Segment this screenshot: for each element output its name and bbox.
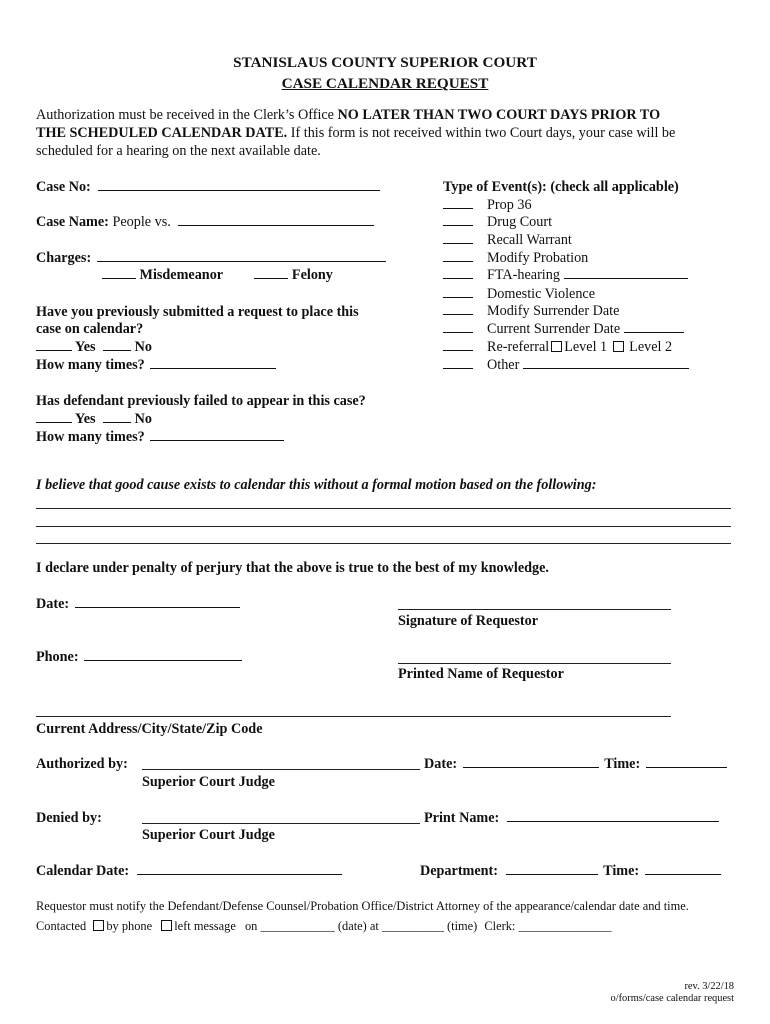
phone-field[interactable]: [84, 648, 242, 661]
level-2-checkbox[interactable]: [613, 341, 624, 352]
auth-time-label: Time:: [604, 756, 641, 772]
q2-yes-label: Yes: [75, 411, 96, 427]
event-label: Domestic Violence: [487, 286, 596, 302]
surrender-date-field[interactable]: [624, 320, 684, 333]
event-item: [443, 196, 532, 214]
q1-no-check[interactable]: [103, 338, 131, 351]
address-line[interactable]: [36, 716, 671, 717]
case-name-label: Case Name:: [36, 214, 109, 230]
charges-row: [36, 249, 386, 267]
q1-times-row: [36, 356, 276, 374]
auth-judge-label: Superior Court Judge: [142, 774, 275, 790]
good-cause-line-1[interactable]: [36, 508, 731, 509]
case-no-label: Case No:: [36, 179, 91, 195]
department-row: [420, 862, 721, 880]
misdemeanor-check[interactable]: [102, 266, 136, 279]
event-label: Current Surrender Date: [487, 321, 621, 337]
event-label: Drug Court: [487, 214, 553, 230]
authorized-by-line[interactable]: [142, 769, 420, 770]
auth-time-field[interactable]: [646, 755, 727, 768]
case-no-row: [36, 178, 380, 196]
print-name-label: Print Name:: [424, 810, 500, 826]
left-message-label: left message: [174, 919, 236, 933]
event-label: Modify Probation: [487, 250, 589, 266]
form-path-text: o/forms/case calendar request: [610, 993, 734, 1004]
q1-line-2: case on calendar?: [36, 321, 144, 337]
calendar-time-field[interactable]: [645, 862, 721, 875]
intro-line-1: Authorization must be received in the Clerk’s Office NO LATER THAN TWO COURT DAYS PRIOR TO: [36, 107, 661, 123]
date-at-label: (date) at: [337, 919, 379, 933]
address-label: Current Address/City/State/Zip Code: [36, 721, 263, 737]
event-check[interactable]: [443, 213, 473, 226]
event-item: [443, 249, 588, 267]
event-check[interactable]: [443, 302, 473, 315]
calendar-date-field[interactable]: [137, 862, 342, 875]
form-title: CASE CALENDAR REQUEST: [281, 75, 489, 92]
calendar-date-label: Calendar Date:: [36, 863, 130, 879]
q2-no-label: No: [134, 411, 152, 427]
event-item: [443, 266, 688, 284]
q2-times-field[interactable]: [150, 428, 284, 441]
contact-date-field[interactable]: ____________: [260, 919, 335, 933]
requestor-date-field[interactable]: [75, 595, 240, 608]
requestor-date-label: Date:: [36, 596, 70, 612]
event-check[interactable]: [443, 266, 473, 279]
clerk-label: Clerk:: [484, 919, 516, 933]
on-label: on: [244, 919, 258, 933]
q1-times-field[interactable]: [150, 356, 276, 369]
denied-judge-label: Superior Court Judge: [142, 827, 275, 843]
department-field[interactable]: [506, 862, 598, 875]
intro-line-2: THE SCHEDULED CALENDAR DATE. If this form is not received within two Court days, your case will be: [36, 125, 676, 141]
event-check[interactable]: [443, 356, 473, 369]
q2-times-row: [36, 428, 284, 446]
event-label: Prop 36: [487, 197, 532, 213]
event-check[interactable]: [443, 231, 473, 244]
revision-text: rev. 3/22/18: [684, 981, 734, 992]
fta-date-field[interactable]: [564, 266, 688, 279]
contact-time-field[interactable]: __________: [381, 919, 444, 933]
printed-name-label: Printed Name of Requestor: [398, 666, 564, 682]
misdemeanor-label: Misdemeanor: [139, 267, 223, 283]
phone-label: Phone:: [36, 649, 79, 665]
left-message-checkbox[interactable]: [161, 920, 172, 931]
event-label: Re-referral: [487, 339, 550, 355]
print-name-row: [424, 809, 719, 827]
event-check[interactable]: [443, 196, 473, 209]
event-item: [443, 231, 572, 249]
calendar-time-label: Time:: [603, 863, 640, 879]
event-check[interactable]: [443, 320, 473, 333]
auth-date-field[interactable]: [463, 755, 599, 768]
phone-row: [36, 648, 242, 666]
event-check[interactable]: [443, 338, 473, 351]
calendar-date-row: [36, 862, 342, 880]
event-item: [443, 285, 595, 303]
charges-label: Charges:: [36, 250, 92, 266]
event-label: Other: [487, 357, 520, 373]
q2-yes-check[interactable]: [36, 410, 72, 423]
event-item: [443, 320, 684, 338]
declaration-text: I declare under penalty of perjury that the above is true to the best of my knowledge.: [36, 560, 549, 576]
q1-yes-label: Yes: [75, 339, 96, 355]
q1-times-label: How many times?: [36, 357, 145, 373]
events-title: Type of Event(s): (check all applicable): [443, 179, 679, 195]
case-no-field[interactable]: [98, 178, 380, 191]
event-item: [443, 213, 552, 231]
people-vs-label: People vs.: [112, 214, 171, 230]
level-2-label: Level 2: [629, 339, 673, 355]
level-1-label: Level 1: [564, 339, 608, 355]
form-title-court: STANISLAUS COUNTY SUPERIOR COURT: [233, 54, 537, 71]
q1-answer-row: [36, 338, 152, 356]
print-name-field[interactable]: [507, 809, 719, 822]
signature-line[interactable]: [398, 609, 671, 610]
signature-label: Signature of Requestor: [398, 613, 539, 629]
case-name-field[interactable]: [178, 213, 374, 226]
good-cause-line-2[interactable]: [36, 526, 731, 527]
charges-field[interactable]: [97, 249, 386, 262]
case-name-row: [36, 213, 374, 231]
intro-line-3: scheduled for a hearing on the next available date.: [36, 143, 321, 159]
q1-no-label: No: [134, 339, 152, 355]
time-label: (time): [447, 919, 478, 933]
notice-text: Requestor must notify the Defendant/Defense Counsel/Probation Office/District Attorney of the appearance/calendar date and time.: [36, 899, 689, 913]
contact-row: [36, 917, 611, 935]
denied-by-line[interactable]: [142, 823, 420, 824]
authorized-by-label: Authorized by:: [36, 756, 128, 772]
auth-date-row: [424, 755, 727, 773]
event-item: [443, 356, 689, 374]
event-check[interactable]: [443, 249, 473, 262]
requestor-date-row: [36, 595, 240, 613]
event-check[interactable]: [443, 285, 473, 298]
q1-line-1: Have you previously submitted a request to place this: [36, 304, 359, 320]
event-label: Modify Surrender Date: [487, 303, 620, 319]
felony-check[interactable]: [254, 266, 288, 279]
event-label: FTA-hearing: [487, 267, 560, 283]
auth-date-label: Date:: [424, 756, 458, 772]
felony-label: Felony: [291, 267, 333, 283]
charge-type-row: [102, 266, 333, 284]
event-item: [443, 338, 672, 356]
event-label: Recall Warrant: [487, 232, 572, 248]
q2-times-label: How many times?: [36, 429, 145, 445]
by-phone-label: by phone: [106, 919, 153, 933]
department-label: Department:: [420, 863, 499, 879]
q2-label: Has defendant previously failed to appear in this case?: [36, 393, 366, 409]
contacted-label: Contacted: [36, 919, 87, 933]
denied-by-label: Denied by:: [36, 810, 102, 826]
level-1-checkbox[interactable]: [551, 341, 562, 352]
q1-yes-check[interactable]: [36, 338, 72, 351]
q2-no-check[interactable]: [103, 410, 131, 423]
q2-answer-row: [36, 410, 152, 428]
event-item: [443, 302, 619, 320]
other-event-field[interactable]: [523, 356, 689, 369]
printed-name-line[interactable]: [398, 663, 671, 664]
good-cause-line-3[interactable]: [36, 543, 731, 544]
by-phone-checkbox[interactable]: [93, 920, 104, 931]
good-cause-label: I believe that good cause exists to calendar this without a formal motion based on the following:: [36, 477, 597, 493]
clerk-field[interactable]: _______________: [518, 919, 612, 933]
